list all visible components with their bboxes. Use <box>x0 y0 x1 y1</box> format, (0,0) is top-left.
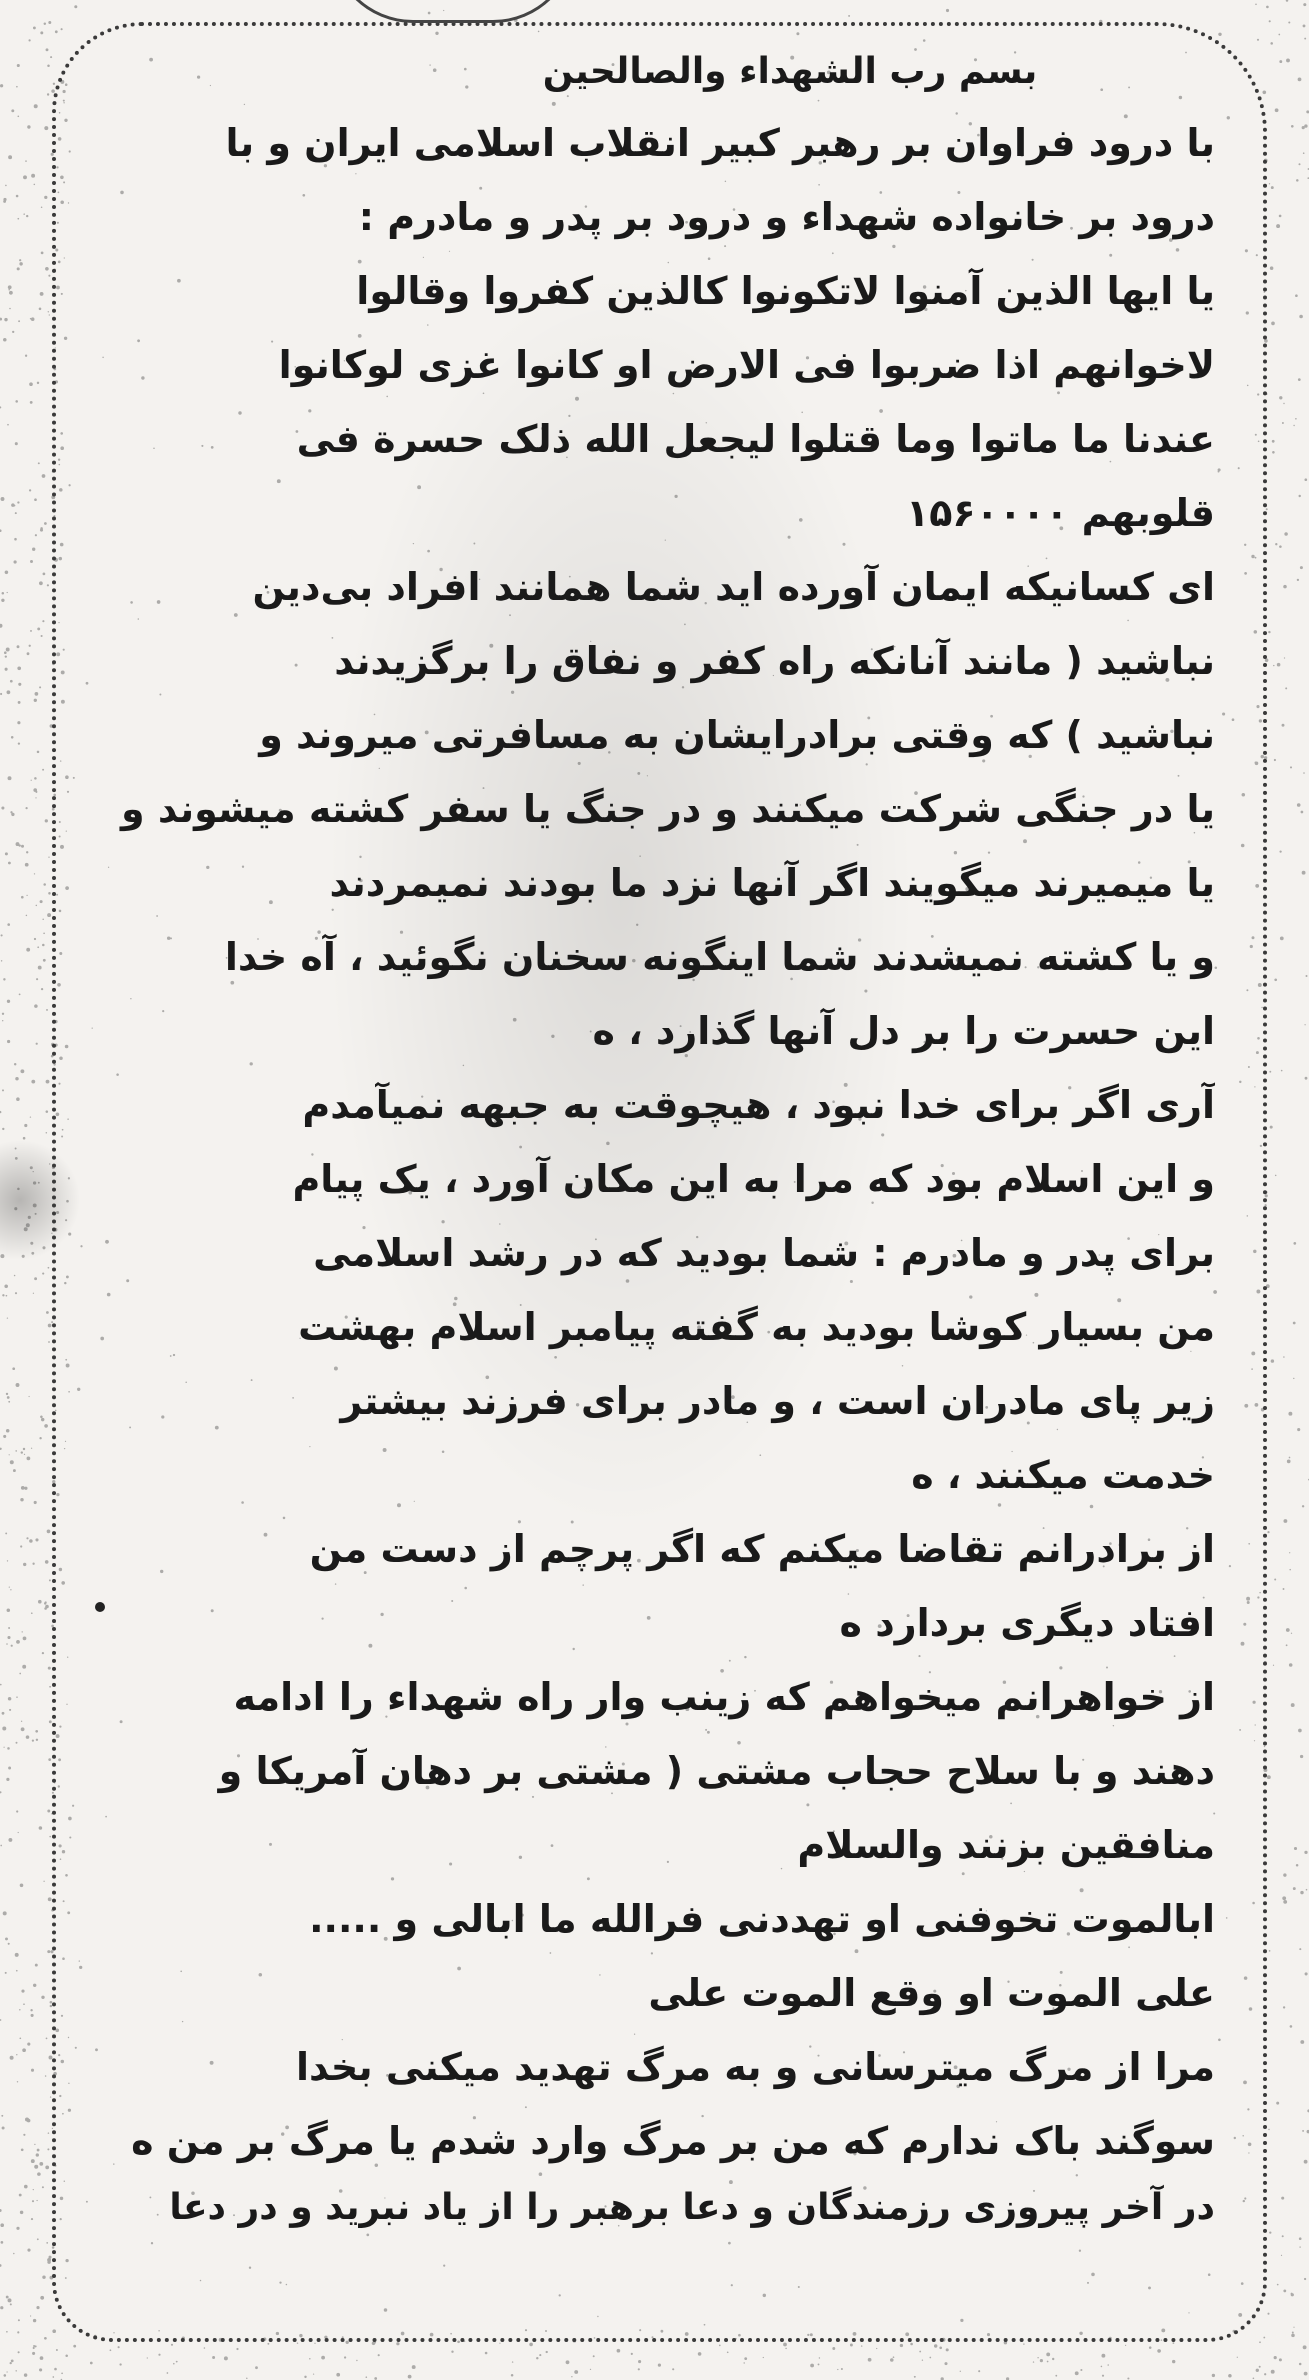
letter-line: ای کسانیکه ایمان آورده اید شما همانند افراد بی‌دین <box>252 565 1215 609</box>
letter-line: یا میمیرند میگویند اگر آنها نزد ما بودند نمیمردند <box>329 861 1215 905</box>
letter-line: این حسرت را بر دل آنها گذارد ، ه <box>592 1009 1215 1053</box>
letter-line: سوگند باک ندارم که من بر مرگ وارد شدم یا مرگ بر من ه <box>131 2119 1215 2163</box>
letter-line: یا ایها الذین آمنوا لاتکونوا کالذین کفروا وقالوا <box>356 269 1215 313</box>
letter-line: زیر پای مادران است ، و مادر برای فرزند بیشتر <box>340 1379 1215 1423</box>
letter-line: لاخوانهم اذا ضربوا فی الارض او کانوا غزی لوکانوا <box>278 343 1215 387</box>
letter-line: افتاد دیگری بردارد ه <box>839 1601 1215 1645</box>
letter-line: و این اسلام بود که مرا به این مکان آورد ، یک پیام <box>292 1157 1215 1201</box>
letter-line: خدمت میکنند ، ه <box>911 1453 1215 1497</box>
letter-line: نباشید ( مانند آنانکه راه کفر و نفاق را برگزیدند <box>334 639 1215 683</box>
letter-line: دهند و با سلاح حجاب مشتی ( مشتی بر دهان آمریکا و <box>218 1749 1215 1793</box>
letter-line: قلوبهم ۱۵۶۰۰۰۰ <box>906 491 1215 535</box>
letter-line: با درود فراوان بر رهبر کبیر انقلاب اسلامی ایران و با <box>225 121 1215 165</box>
letter-line: درود بر خانواده شهداء و درود بر پدر و مادرم : <box>358 195 1215 239</box>
letter-line: آری اگر برای خدا نبود ، هیچوقت به جبهه نمیآمدم <box>302 1083 1215 1127</box>
letter-line: از خواهرانم میخواهم که زینب وار راه شهداء را ادامه <box>233 1675 1215 1719</box>
letter-line: مرا از مرگ میترسانی و به مرگ تهدید میکنی بخدا <box>295 2045 1215 2089</box>
ink-dot <box>95 1602 105 1612</box>
letter-line: برای پدر و مادرم : شما بودید که در رشد اسلامی <box>313 1231 1215 1275</box>
letter-line: در آخر پیروزی رزمندگان و دعا برهبر را از یاد نبرید و در دعا <box>169 2187 1215 2228</box>
letter-line: نباشید ) که وقتی برادرایشان به مسافرتی میروند و <box>259 713 1215 757</box>
letter-line: ابالموت تخوفنی او تهددنی فرالله ما ابالی و ..... <box>309 1897 1215 1941</box>
letter-line: علی الموت او وقع الموت علی <box>648 1971 1215 2015</box>
letter-line: من بسیار کوشا بودید به گفته پیامبر اسلام بهشت <box>298 1305 1215 1349</box>
letter-line: عندنا ما ماتوا وما قتلوا لیجعل الله ذلک حسرة فی <box>296 417 1215 461</box>
letter-line: از برادرانم تقاضا میکنم که اگر پرچم از دست من <box>309 1527 1215 1571</box>
letter-line: منافقین بزنند والسلام <box>797 1823 1215 1867</box>
letter-line: یا در جنگی شرکت میکنند و در جنگ یا سفر کشته میشوند و <box>121 787 1215 831</box>
letter-body <box>105 38 1215 2338</box>
letter-heading: بسم رب الشهداء والصالحین <box>542 51 1038 92</box>
letter-line: و یا کشته نمیشدند شما اینگونه سخنان نگوئید ، آه خدا <box>224 935 1215 979</box>
